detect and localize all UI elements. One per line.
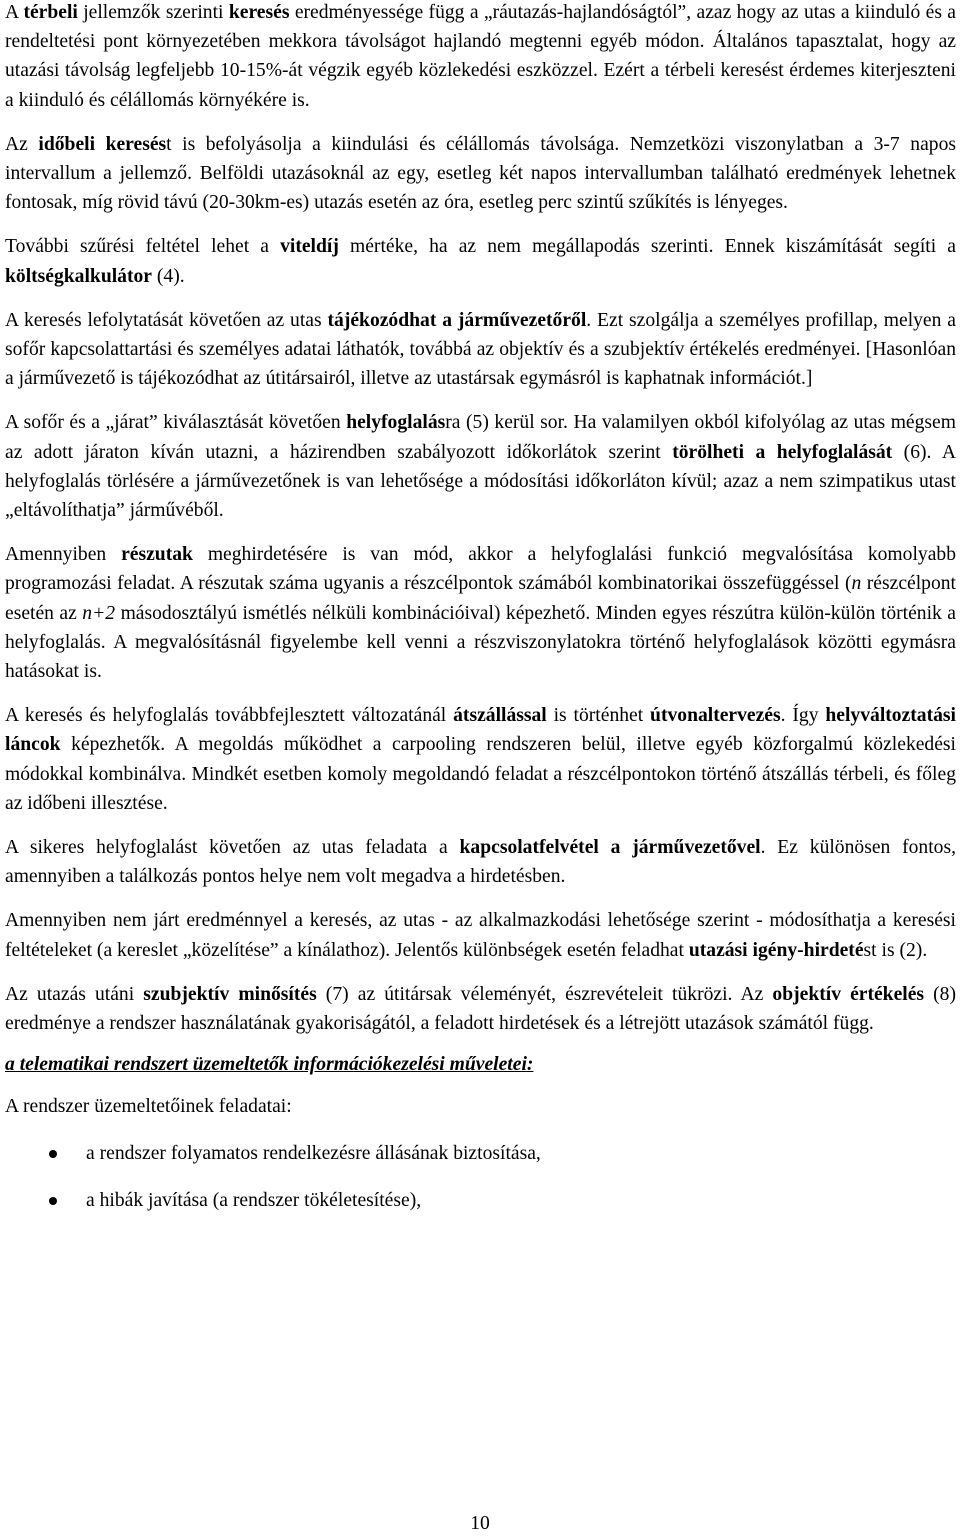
text-run: A keresés és helyfoglalás továbbfejlesztett változatánál xyxy=(5,705,454,727)
text-run: részcélpont esetén az xyxy=(5,573,956,624)
text-run: ra (5) kerül sor. Ha valamilyen okból kifolyólag az utas mégsem az adott járaton kíván utazni, a házirendben szabályozott időkorlátok szerint xyxy=(5,412,956,463)
bold-term: útvonaltervezés xyxy=(650,705,781,727)
bold-term: tájékozódhat a járművezetőről xyxy=(327,309,587,331)
paragraph xyxy=(5,980,956,1038)
paragraph xyxy=(5,701,956,818)
text-run: jellemzők szerinti xyxy=(77,2,229,23)
paragraph xyxy=(5,130,956,218)
list-item-text: a hibák javítása (a rendszer tökéletesítése), xyxy=(86,1189,422,1211)
text-run: . Így xyxy=(780,705,826,727)
text-run: (8) eredménye a rendszer használatának gyakoriságától, a feladott hirdetések és a létrejött utazások számától függ. xyxy=(5,983,956,1035)
intro-text: A rendszer üzemeltetőinek feladatai: xyxy=(5,1095,292,1117)
text-run: Amennyiben nem járt eredménnyel a keresés, az utas - az alkalmazkodási lehetősége szerint - módosíthatja a keresési feltételeket (a kereslet „közelítése” a kínálathoz). Jelentős különbségek esetén feladhat xyxy=(5,910,956,961)
list-item xyxy=(5,1186,956,1215)
bold-term: időbeli keresés xyxy=(38,133,167,155)
bold-term: átszállással xyxy=(453,705,547,727)
paragraph xyxy=(5,408,956,525)
bold-term: viteldíj xyxy=(280,236,339,258)
bold-term: keresés xyxy=(228,2,290,23)
text-run: t is befolyásolja a kiindulási és célállomás távolsága. Nemzetközi viszonylatban a 3-7 napos intervallum a jellemző. Belföldi utazásoknál az egy, esetleg két napos intervallumban található eredmények lehetnek fontosak, míg rövid távú (20-30km-es) utazás esetén az óra, esetleg perc szintű szűkítés is lényeges. xyxy=(5,133,956,214)
bold-term: helyváltoztatási láncok xyxy=(5,705,956,756)
bold-term: utazási igény-hirdeté xyxy=(688,939,864,961)
bold-term: kapcsolatfelvétel a járművezetővel xyxy=(459,837,761,859)
text-run: Az xyxy=(5,133,39,155)
bold-term: objektív értékelés xyxy=(772,983,925,1005)
text-run: A keresés lefolytatását követően az utas xyxy=(5,309,328,331)
paragraph xyxy=(5,833,956,891)
text-run: mértéke, ha az nem megállapodás szerinti. Ennek kiszámítását segíti a xyxy=(338,236,957,258)
document-page xyxy=(5,0,956,1215)
text-run: További szűrési feltétel lehet a xyxy=(5,236,281,258)
text-run: . Ez különösen fontos, amennyiben a találkozás pontos helye nem volt megadva a hirdetésben. xyxy=(5,837,956,888)
paragraph xyxy=(5,232,956,290)
page-number: 10 xyxy=(470,1513,490,1534)
text-run: . Ezt szolgálja a személyes profillap, melyen a sofőr kapcsolattartási és személyes adatai láthatók, továbbá az objektív és a szubjektív értékelés eredményei. [Hasonlóan a járművezető is tájékozódhat az útitársairól, illetve az utastársak egymásról is kaphatnak információt.] xyxy=(5,309,956,390)
bold-term: helyfoglalás xyxy=(346,412,446,434)
text-run: másodosztályú ismétlés nélküli kombinációival) képezhető. Minden egyes részútra külön-külön történik a helyfoglalás. A megvalósításnál figyelembe kell venni a részviszonylatokra történő helyfoglalások közötti egymásra hatásokat is. xyxy=(5,602,956,683)
bold-term: költségkalkulátor xyxy=(5,265,152,287)
paragraph xyxy=(5,0,956,115)
paragraph xyxy=(5,540,956,686)
bold-term: részutak xyxy=(121,544,193,566)
text-run: st is (2). xyxy=(863,939,928,961)
paragraph xyxy=(5,906,956,964)
text-run: Amennyiben xyxy=(5,544,122,566)
bullet-icon xyxy=(49,1197,57,1205)
text-run: (7) az útitársak véleményét, észrevételeit tükrözi. Az xyxy=(316,983,773,1005)
list-item-text: a rendszer folyamatos rendelkezésre állásának biztosítása, xyxy=(86,1142,541,1164)
text-run: eredményessége függ a „ráutazás-hajlandóságtól”, azaz hogy az utas a kiinduló és a rendeltetési pont környezetében mekkora távolságot hajlandó megtenni egyéb módon. Általános tapasztalat, hogy az utazási távolság legfeljebb 10-15%-át végzik egyéb közlekedési eszközzel. Ezért a térbeli keresést érdemes kiterjeszteni a kiinduló és célállomás környékére is. xyxy=(5,2,956,111)
text-run: A sikeres helyfoglalást követően az utas feladata a xyxy=(5,837,460,859)
text-run: (4). xyxy=(151,265,185,287)
text-run: (6). A helyfoglalás törlésére a járművezetőnek is van lehetősége a módosítási időkorláton kívül; azaz a nem szimpatikus utast „eltávolíthatja” járművéből. xyxy=(5,441,956,522)
section-heading: a telematikai rendszert üzemeltetők információkezelési műveletei: xyxy=(5,1054,534,1076)
bold-term: térbeli xyxy=(23,2,78,23)
paragraph xyxy=(5,306,956,394)
text-run: képezhetők. A megoldás működhet a carpooling rendszeren belül, illetve egyéb közforgalmú közlekedési módokkal kombinálva. Mindkét esetben komoly megoldandó feladat a részcélpontokon történő átszállás térbeli, és főleg az időbeni illesztése. xyxy=(5,734,956,814)
text-run: n+2 xyxy=(82,602,116,624)
text-run: meghirdetésére is van mód, akkor a helyfoglalási funkció megvalósítása komolyabb programozási feladat. A részutak száma ugyanis a részcélpontok számából kombinatorikai összefüggéssel ( xyxy=(5,544,956,595)
text-run: is történhet xyxy=(546,705,651,727)
task-list xyxy=(5,1139,956,1215)
list-item xyxy=(5,1139,956,1168)
text-run: A xyxy=(5,2,24,23)
bold-term: törölheti a helyfoglalását xyxy=(672,441,893,463)
body-text xyxy=(5,0,956,1038)
bullet-icon xyxy=(49,1150,57,1158)
text-run: A sofőr és a „járat” kiválasztását követően xyxy=(5,412,347,434)
text-run: Az utazás utáni xyxy=(5,983,144,1005)
text-run: n xyxy=(851,573,862,595)
bold-term: szubjektív minősítés xyxy=(143,983,317,1005)
